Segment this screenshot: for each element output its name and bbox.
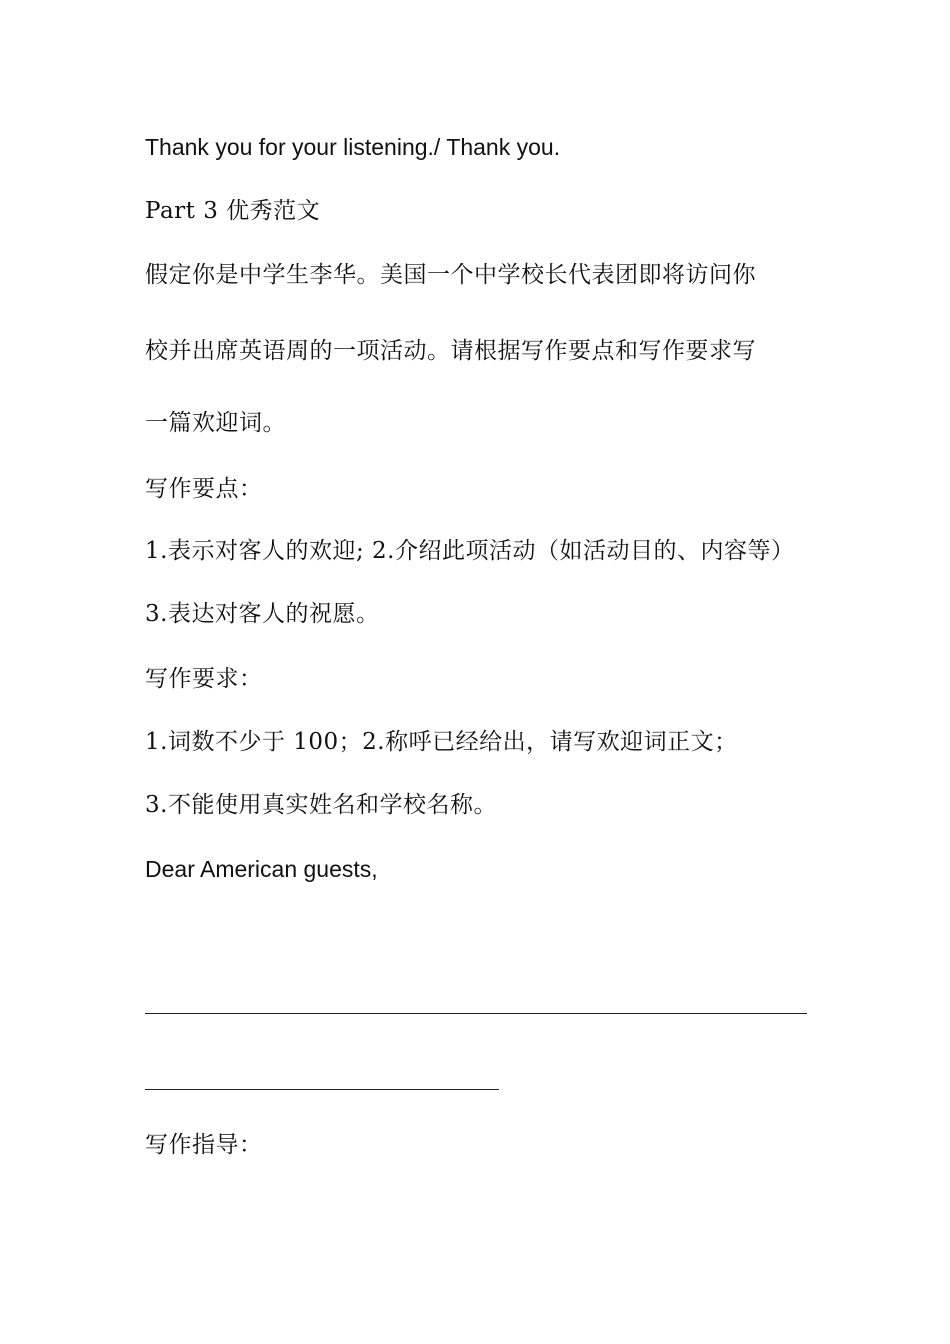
requirements-line-1: 1.词数不少于 100；2.称呼已经给出，请写欢迎词正文； xyxy=(145,729,738,755)
prompt-line-1: 假定你是中学生李华。美国一个中学校长代表团即将访问你 xyxy=(145,262,756,288)
key-points-heading: 写作要点： xyxy=(145,476,263,502)
answer-blank-line-2 xyxy=(145,1089,499,1090)
answer-blank-line-1 xyxy=(145,1013,807,1014)
requirements-line-2: 3.不能使用真实姓名和学校名称。 xyxy=(145,792,497,818)
closing-sentence: Thank you for your listening./ Thank you. xyxy=(145,134,561,160)
prompt-line-2: 校并出席英语周的一项活动。请根据写作要点和写作要求写 xyxy=(145,338,756,364)
prompt-line-3: 一篇欢迎词。 xyxy=(145,410,286,436)
salutation: Dear American guests, xyxy=(145,856,378,882)
requirements-heading: 写作要求： xyxy=(145,666,263,692)
writing-guidance-heading: 写作指导： xyxy=(145,1132,263,1158)
key-points-line-1: 1.表示对客人的欢迎; 2.介绍此项活动（如活动目的、内容等） xyxy=(145,538,795,564)
key-points-line-2: 3.表达对客人的祝愿。 xyxy=(145,601,380,627)
section-heading: Part 3 优秀范文 xyxy=(145,198,321,224)
